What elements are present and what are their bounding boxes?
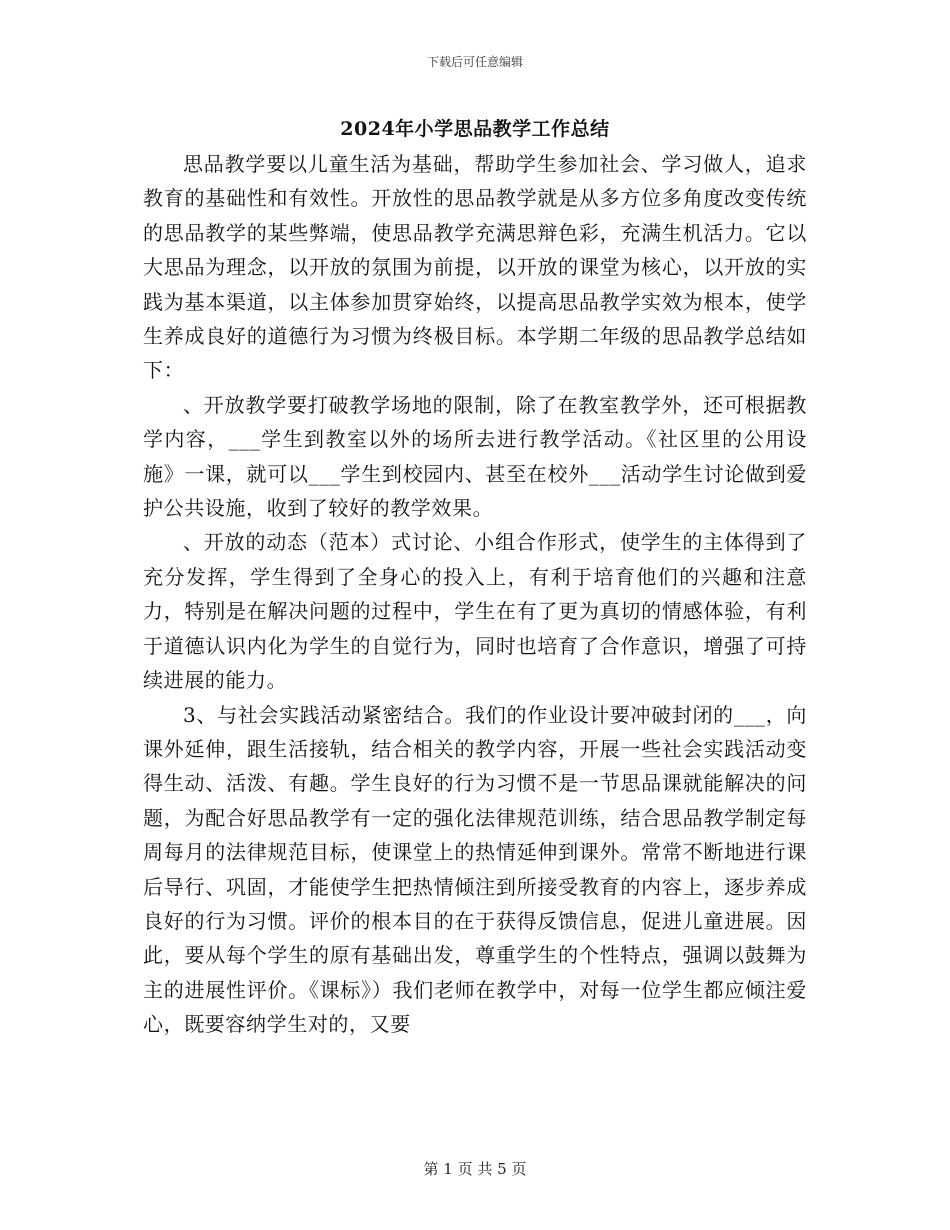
paragraph-3: 3、与社会实践活动紧密结合。我们的作业设计要冲破封闭的___，向课外延伸，跟生活接轨，结合相关的教学内容，开展一些社会实践活动变得生动、活泼、有趣。学生良好的行为习惯不是一节思品课就能解决的问题，为配合好思品教学有一定的强化法律规范训练，结合思品教学制定每周每月的法律规范目标，使课堂上的热情延伸到课外。常常不断地进行课后导行、巩固，才能使学生把热情倾注到所接受教育的内容上，逐步养成良好的行为习惯。评价的根本目的在于获得反馈信息，促进儿童进展。因此，要从每个学生的原有基础出发，尊重学生的个性特点，强调以鼓舞为主的进展性评价。《课标》）我们老师在教学中，对每一位学生都应倾注爱心，既要容纳学生对的，又要 bbox=[143, 702, 807, 1037]
document-body bbox=[143, 147, 807, 1042]
header-note: 下载后可任意编辑 bbox=[426, 55, 523, 69]
page-number: 第 1 页 共 5 页 bbox=[423, 1160, 527, 1178]
paragraph-2: 、开放的动态（范本）式讨论、小组合作形式，使学生的主体得到了充分发挥，学生得到了全身心的投入上，有利于培育他们的兴趣和注意力，特别是在解决问题的过程中，学生在有了更为真切的情感体验，有利于道德认识内化为学生的自觉行为，同时也培育了合作意识，增强了可持续进展的能力。 bbox=[143, 530, 807, 693]
document-title: 2024年小学思品教学工作总结 bbox=[340, 118, 610, 140]
paragraph-1: 、开放教学要打破教学场地的限制，除了在教室教学外，还可根据教学内容，___学生到教室以外的场所去进行教学活动。《社区里的公用设施》一课，就可以___学生到校园内、甚至在校外___活动学生讨论做到爱护公共设施，收到了较好的教学效果。 bbox=[143, 392, 807, 521]
paragraph-intro: 思品教学要以儿童生活为基础，帮助学生参加社会、学习做人，追求教育的基础性和有效性。开放性的思品教学就是从多方位多角度改变传统的思品教学的某些弊端，使思品教学充满思辩色彩，充满生机活力。它以大思品为理念，以开放的氛围为前提，以开放的课堂为核心，以开放的实践为基本渠道，以主体参加贯穿始终，以提高思品教学实效为根本，使学生养成良好的道德行为习惯为终极目标。本学期二年级的思品教学总结如下： bbox=[143, 152, 807, 383]
